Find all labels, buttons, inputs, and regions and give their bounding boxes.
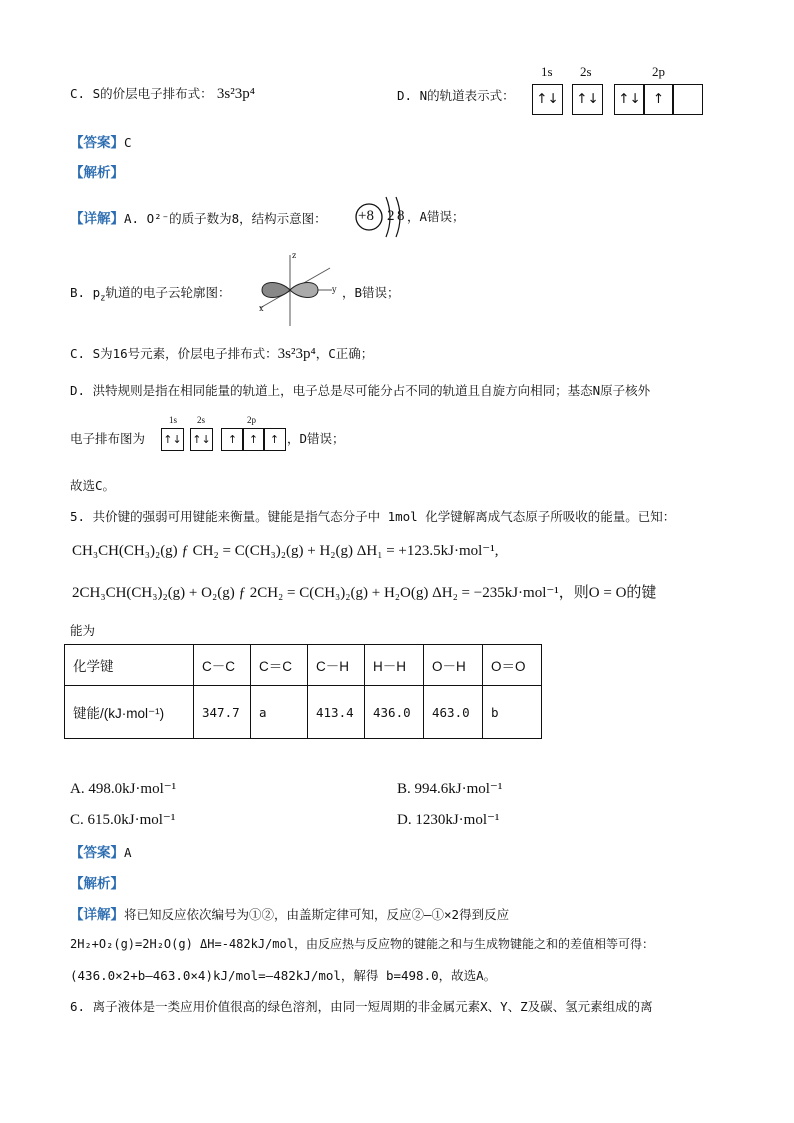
q5-option-d: D. 1230kJ·mol⁻¹	[397, 812, 500, 828]
shell-1-electrons: 2	[387, 208, 395, 224]
axis-y-label: y	[332, 285, 337, 294]
bond-energy-table	[64, 644, 542, 739]
detail-d-line2: 电子排布图为	[70, 431, 146, 446]
nucleus-charge: +8	[358, 208, 374, 224]
q5-line4: 能为	[70, 623, 96, 638]
q5-equation-2: 2CH₃CH(CH₃)₂(g) + O₂(g) ƒ 2CH₂ = C(CH₃)₂(g) + H₂O(g) ΔH₂ = −235kJ·mol⁻¹，则O = O的键	[72, 585, 657, 601]
answer-2: 【答案】A	[70, 845, 132, 861]
detail-2-line3: (436.0×2+b—463.0×4)kJ/mol=—482kJ/mol，解得 b=498.0，故选A。	[70, 968, 497, 983]
q5-option-b: B. 994.6kJ·mol⁻¹	[397, 781, 503, 797]
q6-line1: 6. 离子液体是一类应用价值很高的绿色溶剂，由同一短周期的非金属元素X、Y、Z及碳、氢元素组成的离	[70, 999, 653, 1014]
option-c-label: C. S的价层电子排布式：	[70, 86, 213, 101]
option-d-label: D. N的轨道表示式：	[397, 88, 515, 103]
axis-z-label: z	[292, 251, 297, 260]
detail-b-after: ，B错误；	[342, 285, 400, 300]
orbital-2s-label: 2s	[580, 64, 592, 79]
small-box-2p-2: ↑	[242, 428, 265, 451]
detail-c: C. S为16号元素，价层电子排布式：3s²3p⁴，C正确；	[70, 346, 374, 362]
q5-option-a: A. 498.0kJ·mol⁻¹	[70, 781, 177, 797]
option-c-formula: 3s²3p⁴	[216, 86, 255, 102]
small-box-2s: ↑↓	[190, 428, 213, 451]
shell-2-electrons: 8	[397, 208, 405, 224]
analysis-2-tag: 【解析】	[70, 876, 124, 892]
choose-1: 故选C。	[70, 478, 116, 493]
orbital-box-2p-3	[672, 84, 703, 115]
option-c	[70, 84, 255, 103]
detail-d-after: ，D错误；	[287, 431, 345, 446]
analysis-1-tag: 【解析】	[70, 165, 124, 181]
answer-1: 【答案】C	[70, 135, 132, 151]
q5-equation-1: CH₃CH(CH₃)₂(g) ƒ CH₂ = C(CH₃)₂(g) + H₂(g) ΔH₁ = +123.5kJ·mol⁻¹,	[72, 543, 499, 559]
orbital-box-2p-2: ↑	[643, 84, 674, 115]
q5-option-c: C. 615.0kJ·mol⁻¹	[70, 812, 176, 828]
small-box-2p-3: ↑	[263, 428, 286, 451]
orbital-box-1s: ↑↓	[532, 84, 563, 115]
small-box-1s: ↑↓	[161, 428, 184, 451]
orbital-1s-label: 1s	[541, 64, 553, 79]
detail-a-after: ，A错误；	[407, 209, 465, 224]
orbital-2p-label: 2p	[652, 64, 665, 79]
table-row: 键能/(kJ·mol⁻¹) 347.7 a 413.4 436.0 463.0 b	[65, 686, 542, 739]
detail-2-line2: 2H₂+O₂(g)=2H₂O(g) ΔH=-482kJ/mol，由反应热与反应物的键能之和与生成物键能之和的差值相等可得：	[70, 937, 654, 951]
detail-d-line1: D. 洪特规则是指在相同能量的轨道上，电子总是尽可能分占不同的轨道且自旋方向相同；基态N原子核外	[70, 383, 651, 398]
axis-x-label: x	[259, 304, 264, 313]
detail-a: 【详解】A. O²⁻的质子数为8，结构示意图：	[70, 211, 327, 227]
q5-line1: 5. 共价键的强弱可用键能来衡量。键能是指气态分子中 1mol 化学键解离成气态原子所吸收的能量。已知：	[70, 509, 676, 524]
small-box-2p-1: ↑	[221, 428, 244, 451]
table-header-row: 化学键 C－C C＝C C－H H－H O－H O＝O	[65, 645, 542, 686]
detail-b: B. $p_z$轨道的电子云轮廓图：	[70, 285, 231, 304]
orbital-box-2s: ↑↓	[572, 84, 603, 115]
orbital-box-2p-1: ↑↓	[614, 84, 645, 115]
detail-2-line1: 【详解】将已知反应依次编号为①②，由盖斯定律可知，反应②—①×2得到反应	[70, 907, 510, 923]
